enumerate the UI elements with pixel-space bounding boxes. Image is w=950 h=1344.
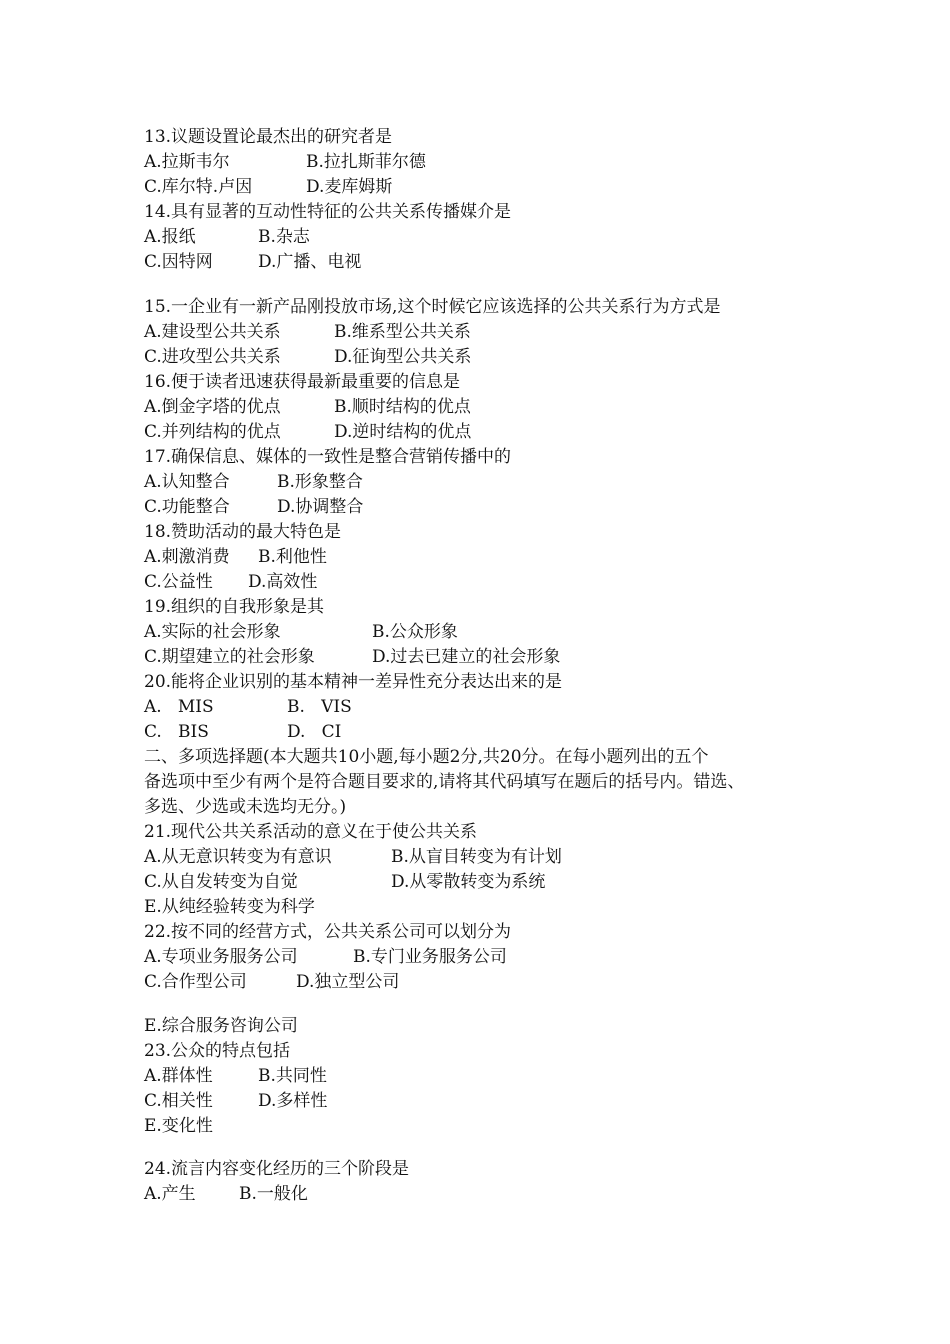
question-17-stem: 17.确保信息、媒体的一致性是整合营销传播中的 [144,447,512,467]
question-22-option-a: A.专项业务服务公司 [144,947,298,967]
question-17-option-b: B.形象整合 [277,472,363,492]
question-14-option-a: A.报纸 [144,227,196,247]
section-2-heading-line-3: 多选、少选或未选均无分。) [144,797,347,817]
section-2-heading-line-2: 备选项中至少有两个是符合题目要求的,请将其代码填写在题后的括号内。错选、 [144,772,745,792]
question-19-option-a: A.实际的社会形象 [144,622,281,642]
question-20-option-d: D. CI [287,722,342,742]
question-16-option-c: C.并列结构的优点 [144,422,281,442]
question-23-option-c: C.相关性 [144,1091,213,1111]
question-20-option-c: C. BIS [144,722,209,742]
question-15-stem: 15.一企业有一新产品刚投放市场,这个时候它应该选择的公共关系行为方式是 [144,297,721,317]
question-18-option-c: C.公益性 [144,572,213,592]
question-21-option-a: A.从无意识转变为有意识 [144,847,332,867]
question-15-option-b: B.维系型公共关系 [334,322,471,342]
question-20-option-b: B. VIS [287,697,352,717]
question-15-option-a: A.建设型公共关系 [144,322,281,342]
question-17-option-a: A.认知整合 [144,472,230,492]
question-23-stem: 23.公众的特点包括 [144,1041,291,1061]
question-19-stem: 19.组织的自我形象是其 [144,597,325,617]
question-16-stem: 16.便于读者迅速获得最新最重要的信息是 [144,372,461,392]
question-24-option-a: A.产生 [144,1184,196,1204]
question-18-option-b: B.利他性 [258,547,327,567]
question-18-stem: 18.赞助活动的最大特色是 [144,522,342,542]
question-22-stem: 22.按不同的经营方式，公共关系公司可以划分为 [144,922,512,942]
question-16-option-a: A.倒金字塔的优点 [144,397,281,417]
question-23-option-b: B.共同性 [258,1066,327,1086]
question-21-option-b: B.从盲目转变为有计划 [391,847,562,867]
question-21-option-d: D.从零散转变为系统 [391,872,546,892]
question-21-option-e: E.从纯经验转变为科学 [144,897,315,917]
question-24-option-b: B.一般化 [239,1184,308,1204]
question-23-option-a: A.群体性 [144,1066,213,1086]
question-21-option-c: C.从自发转变为自觉 [144,872,298,892]
question-14-option-c: C.因特网 [144,252,213,272]
question-14-option-d: D.广播、电视 [258,252,362,272]
question-19-option-b: B.公众形象 [372,622,458,642]
question-15-option-c: C.进攻型公共关系 [144,347,281,367]
question-23-option-e: E.变化性 [144,1116,213,1136]
question-22-option-e: E.综合服务咨询公司 [144,1016,298,1036]
question-14-stem: 14.具有显著的互动性特征的公共关系传播媒介是 [144,202,512,222]
question-18-option-d: D.高效性 [248,572,318,592]
question-18-option-a: A.刺激消费 [144,547,230,567]
question-13-option-c: C.库尔特.卢因 [144,177,253,197]
question-22-option-b: B.专门业务服务公司 [353,947,507,967]
question-22-option-c: C.合作型公司 [144,972,247,992]
section-2-heading-line-1: 二、多项选择题(本大题共10小题,每小题2分,共20分。在每小题列出的五个 [144,747,709,767]
question-16-option-b: B.顺时结构的优点 [334,397,471,417]
question-13-option-b: B.拉扎斯菲尔德 [306,152,426,172]
question-14-option-b: B.杂志 [258,227,310,247]
question-17-option-c: C.功能整合 [144,497,230,517]
question-20-stem: 20.能将企业识别的基本精神一差异性充分表达出来的是 [144,672,563,692]
question-19-option-d: D.过去已建立的社会形象 [372,647,561,667]
question-19-option-c: C.期望建立的社会形象 [144,647,315,667]
question-13-option-a: A.拉斯韦尔 [144,152,230,172]
question-17-option-d: D.协调整合 [277,497,364,517]
question-23-option-d: D.多样性 [258,1091,328,1111]
question-16-option-d: D.逆时结构的优点 [334,422,472,442]
question-24-stem: 24.流言内容变化经历的三个阶段是 [144,1159,410,1179]
question-22-option-d: D.独立型公司 [296,972,400,992]
question-13-option-d: D.麦库姆斯 [306,177,393,197]
question-13-stem: 13.议题设置论最杰出的研究者是 [144,127,393,147]
question-15-option-d: D.征询型公共关系 [334,347,472,367]
question-20-option-a: A. MIS [144,697,214,717]
question-21-stem: 21.现代公共关系活动的意义在于使公共关系 [144,822,478,842]
